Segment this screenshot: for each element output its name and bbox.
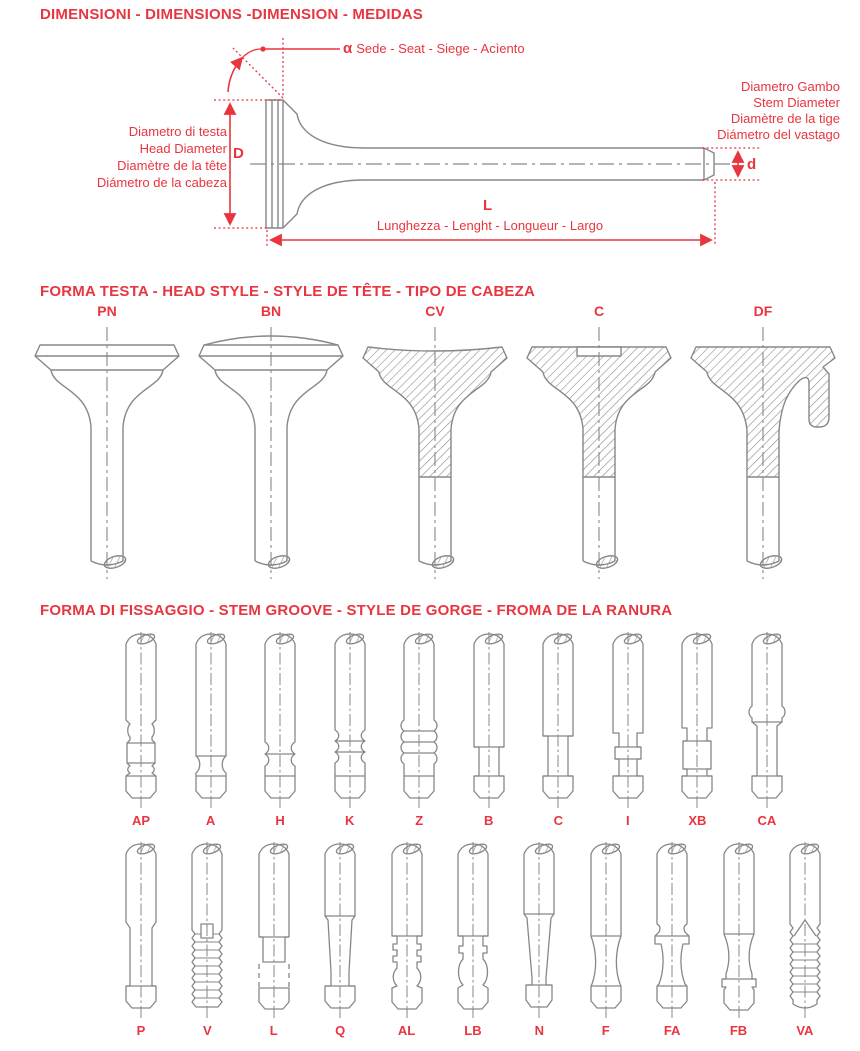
stem-i-label: I — [626, 813, 630, 828]
stem-z — [394, 630, 444, 828]
head-style-pn-label: PN — [97, 303, 117, 319]
stem-ca-label: CA — [757, 813, 777, 828]
stem-lb-label: LB — [464, 1023, 482, 1038]
head-style-bn-label: BN — [260, 303, 282, 319]
stem-k-label: K — [344, 813, 355, 828]
stem-ap — [116, 630, 166, 828]
stem-b-label: B — [484, 813, 494, 828]
stem-al — [382, 840, 432, 1038]
head-style-bn-drawing — [196, 325, 346, 581]
alpha-symbol: α — [343, 40, 353, 57]
stem-b — [464, 630, 514, 828]
stem-al-label: AL — [397, 1023, 416, 1038]
stem-c-label: C — [553, 813, 563, 828]
head-style-df — [681, 303, 845, 581]
stem-v-label: V — [203, 1023, 212, 1038]
head-style-pn — [25, 303, 189, 581]
stem-lb — [448, 840, 498, 1038]
stem-p-drawing — [116, 840, 166, 1020]
head-style-c — [517, 303, 681, 581]
valve-dimension-diagram — [0, 30, 860, 265]
head-style-pn-drawing — [32, 325, 182, 581]
stem-b-drawing — [464, 630, 514, 810]
stem-fb-drawing — [714, 840, 764, 1020]
stem-diameter-label: Diametro Gambo Stem Diameter Diamètre de la tige Diámetro del vastago — [717, 79, 840, 142]
stem-a — [186, 630, 236, 828]
head-style-df-label: DF — [753, 303, 773, 319]
stem-l — [249, 840, 299, 1038]
stem-fb-label: FB — [729, 1023, 748, 1038]
stem-z-drawing — [394, 630, 444, 810]
stem-ca — [742, 630, 792, 828]
stem-xb-label: XB — [688, 813, 707, 828]
head-style-df-drawing — [688, 325, 838, 581]
stem-k-drawing — [325, 630, 375, 810]
head-diameter-symbol: D — [233, 145, 244, 162]
stem-a-label: A — [205, 813, 216, 828]
stem-ca-drawing — [742, 630, 792, 810]
stem-p — [116, 840, 166, 1038]
stem-c-drawing — [533, 630, 583, 810]
head-diameter-label: Diametro di testa Head Diameter Diamètre de la tête Diámetro de la cabeza — [96, 124, 227, 190]
head-style-cv — [353, 303, 517, 581]
head-style-c-label: C — [593, 303, 605, 319]
stem-q-drawing — [315, 840, 365, 1020]
stem-groove-row-1 — [116, 630, 792, 828]
stem-fa — [647, 840, 697, 1038]
stem-diameter-symbol: d — [747, 156, 757, 173]
seat-angle-label — [343, 41, 525, 57]
stem-f-drawing — [581, 840, 631, 1020]
stem-va — [780, 840, 830, 1038]
stem-h-label: H — [275, 813, 285, 828]
head-style-c-drawing — [524, 325, 674, 581]
stem-xb-drawing — [672, 630, 722, 810]
stem-groove-section-title: FORMA DI FISSAGGIO - STEM GROOVE - STYLE DE GORGE - FROMA DE LA RANURA — [40, 602, 673, 619]
seat-label-text: Sede - Seat - Siege - Acìento — [356, 41, 525, 56]
stem-va-label: VA — [796, 1023, 814, 1038]
stem-l-drawing — [249, 840, 299, 1020]
stem-xb — [672, 630, 722, 828]
stem-ap-drawing — [116, 630, 166, 810]
stem-i — [603, 630, 653, 828]
stem-f-label: F — [601, 1023, 610, 1038]
stem-h — [255, 630, 305, 828]
stem-ap-label: AP — [131, 813, 151, 828]
stem-c — [533, 630, 583, 828]
stem-i-drawing — [603, 630, 653, 810]
length-label: Lunghezza - Lenght - Longueur - Largo — [376, 218, 604, 233]
seat-leader-dot — [260, 46, 265, 51]
stem-lb-drawing — [448, 840, 498, 1020]
stem-n-drawing — [514, 840, 564, 1020]
stem-groove-row-2 — [116, 840, 830, 1038]
head-style-bn — [189, 303, 353, 581]
stem-l-label: L — [269, 1023, 278, 1038]
length-symbol: L — [483, 197, 493, 214]
stem-p-label: P — [136, 1023, 146, 1038]
stem-h-drawing — [255, 630, 305, 810]
head-style-section-title: FORMA TESTA - HEAD STYLE - STYLE DE TÊTE - TIPO DE CABEZA — [40, 283, 536, 300]
stem-z-label: Z — [415, 813, 424, 828]
stem-al-drawing — [382, 840, 432, 1020]
stem-fb — [714, 840, 764, 1038]
stem-n-label: N — [534, 1023, 545, 1038]
head-style-cv-label: CV — [425, 303, 445, 319]
stem-k — [325, 630, 375, 828]
head-style-cv-drawing — [360, 325, 510, 581]
stem-v-drawing — [182, 840, 232, 1020]
stem-va-drawing — [780, 840, 830, 1020]
stem-n — [514, 840, 564, 1038]
stem-v — [182, 840, 232, 1038]
head-style-row — [25, 303, 845, 581]
stem-a-drawing — [186, 630, 236, 810]
dimensions-section-title: DIMENSIONI - DIMENSIONS -DIMENSION - MEDIDAS — [40, 6, 423, 23]
stem-q-label: Q — [335, 1023, 346, 1038]
stem-q — [315, 840, 365, 1038]
stem-fa-label: FA — [663, 1023, 681, 1038]
stem-f — [581, 840, 631, 1038]
stem-fa-drawing — [647, 840, 697, 1020]
